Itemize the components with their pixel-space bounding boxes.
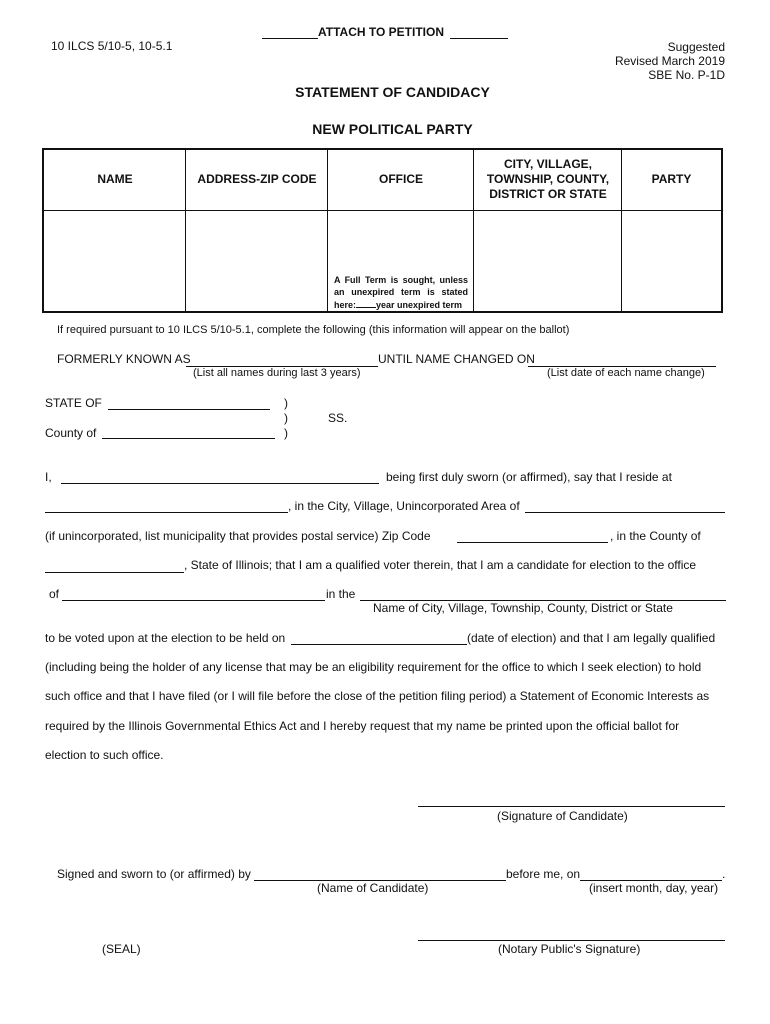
term-year-blank[interactable]: [356, 298, 376, 308]
attach-line-right: [450, 38, 508, 39]
oath-line-2: , in the City, Village, Unincorporated Area of: [288, 499, 520, 513]
zip-code-field[interactable]: [457, 542, 608, 543]
oath-of: of: [49, 587, 60, 601]
oath-in-the: in the: [326, 587, 356, 601]
header-jurisdiction: CITY, VILLAGE, TOWNSHIP, COUNTY, DISTRICT OR STATE: [486, 156, 610, 201]
jurisdiction-hint: Name of City, Village, Township, County, District or State: [373, 601, 673, 615]
oath-i: I,: [45, 470, 52, 484]
formerly-intro: If required pursuant to 10 ILCS 5/10-5.1, complete the following (this information will appear on the ballot): [57, 324, 570, 336]
candidate-name-field[interactable]: [61, 483, 379, 484]
residence-address-field[interactable]: [45, 512, 288, 513]
oath-line-6b: (date of election) and that I am legally qualified: [467, 631, 716, 645]
notary-signature-label: (Notary Public's Signature): [498, 942, 641, 956]
formerly-known-as-label: FORMERLY KNOWN AS: [57, 352, 191, 366]
attach-to-petition: ATTACH TO PETITION: [318, 25, 444, 39]
oath-line-3b: , in the County of: [610, 529, 701, 543]
before-me-label: before me, on: [506, 867, 581, 881]
insert-date-hint: (insert month, day, year): [589, 881, 719, 895]
oath-line-6a: to be voted upon at the election to be held on: [45, 631, 286, 645]
term-note: [334, 274, 468, 311]
municipality-field[interactable]: [525, 512, 725, 513]
oath-line-9: required by the Illinois Governmental Ethics Act and I hereby request that my name be printed upon the official ballot for: [45, 719, 680, 733]
oath-line-1: being first duly sworn (or affirmed), say that I reside at: [386, 470, 672, 484]
name-of-candidate-hint: (Name of Candidate): [317, 881, 429, 895]
revised-date: Revised March 2019: [614, 54, 725, 68]
until-name-changed-label: UNTIL NAME CHANGED ON: [378, 352, 535, 366]
candidate-signature-label: (Signature of Candidate): [497, 809, 628, 823]
header-party: PARTY: [651, 171, 692, 186]
dates-hint: (List date of each name change): [547, 367, 705, 379]
state-of-label: STATE OF: [45, 396, 102, 410]
office-field[interactable]: [62, 600, 325, 601]
oath-line-4: , State of Illinois; that I am a qualified voter therein, that I am a candidate for election to the office: [184, 558, 697, 572]
candidate-signature-field[interactable]: [418, 806, 725, 807]
page-title: STATEMENT OF CANDIDACY: [295, 84, 490, 100]
term-note-suffix: year unexpired term: [376, 300, 463, 310]
ss-label: SS.: [328, 411, 348, 425]
candidate-table: [42, 148, 723, 313]
header-office: OFFICE: [379, 171, 423, 186]
election-date-field[interactable]: [291, 644, 467, 645]
state-field[interactable]: [108, 409, 270, 410]
oath-line-7: (including being the holder of any license that may be an eligibility requirement for the office to which I seek election) to hold: [45, 660, 702, 674]
sworn-period: .: [722, 867, 726, 881]
attach-line-left: [262, 38, 318, 39]
county-field[interactable]: [102, 438, 275, 439]
page-subtitle: NEW POLITICAL PARTY: [312, 121, 473, 137]
venue-paren-2: ): [284, 411, 288, 425]
county-of-label: County of: [45, 426, 97, 440]
venue-paren-3: ): [284, 426, 288, 440]
header-name: NAME: [97, 171, 133, 186]
header-address: ADDRESS-ZIP CODE: [197, 171, 317, 186]
oath-line-3a: (if unincorporated, list municipality that provides postal service) Zip Code: [45, 529, 431, 543]
suggested-label: Suggested: [667, 40, 725, 54]
oath-line-8: such office and that I have filed (or I will file before the close of the petition filing period) a Statement of Economic Interests as: [45, 689, 710, 703]
notary-signature-field[interactable]: [418, 940, 725, 941]
form-number: SBE No. P-1D: [648, 68, 725, 82]
signed-sworn-label: Signed and sworn to (or affirmed) by: [57, 867, 251, 881]
oath-line-10: election to such office.: [45, 748, 164, 762]
names-hint: (List all names during last 3 years): [193, 367, 361, 379]
venue-paren-1: ): [284, 396, 288, 410]
seal-label: (SEAL): [102, 942, 141, 956]
statute-reference: 10 ILCS 5/10-5, 10-5.1: [51, 39, 173, 53]
county-name-field[interactable]: [45, 572, 184, 573]
term-note-text: A Full Term is sought, unless an unexpired term is stated here:: [334, 275, 468, 310]
